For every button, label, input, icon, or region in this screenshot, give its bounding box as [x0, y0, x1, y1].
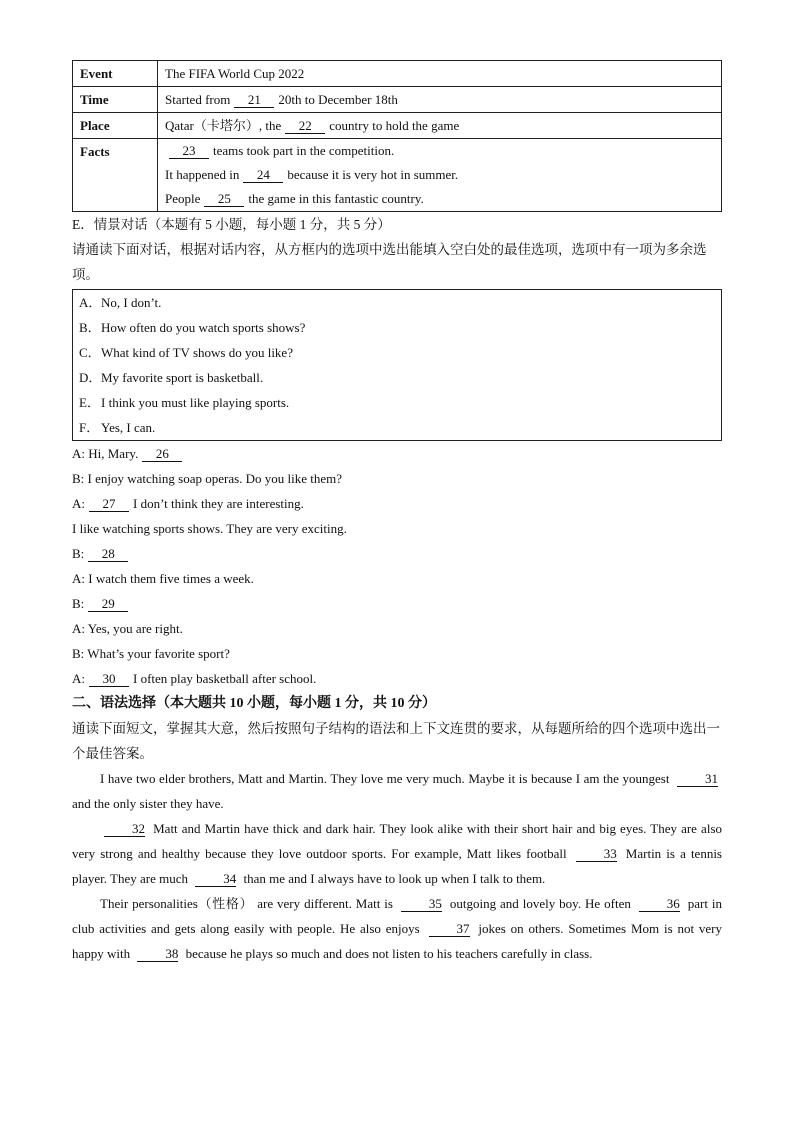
blank-35: 35 — [401, 897, 442, 912]
passage-paragraph-2: 32 Matt and Martin have thick and dark hair. They look alike with their short hair and big eyes. They are also very strong and healthy because they love outdoor sports. For example, Matt likes football 33 Martin is a tennis player. They are much 34 than me and I always have to look up when I talk to them. — [72, 821, 722, 886]
section-2-instruction: 通读下面短文，掌握其大意，然后按照句子结构的语法和上下文连贯的要求，从每题所给的四个选项中选出一个最佳答案。 — [72, 721, 720, 761]
row-key: Place — [73, 113, 158, 139]
passage-paragraph-3: Their personalities（性格） are very different. Matt is 35 outgoing and lovely boy. He often 36 part in club activities and gets along easily with people. He also enjoys 37 jokes on others. Sometimes Mom is not very happy with 38 because he plays so much and does not listen to his teachers carefully in class. — [72, 896, 723, 961]
facts-cell — [158, 139, 722, 212]
option-item: A．No, I don’t. — [79, 295, 162, 310]
row-key: Event — [73, 61, 158, 87]
table-row-facts — [73, 139, 722, 212]
blank-22: 22 — [285, 119, 325, 134]
fact-line: People 25 the game in this fantastic country. — [165, 191, 424, 206]
blank-24: 24 — [243, 168, 283, 183]
blank-34: 34 — [195, 872, 236, 887]
blank-25: 25 — [204, 192, 244, 207]
dialogue-line: B: 28 — [72, 541, 722, 566]
section-e-title: E．情景对话（本题有 5 小题，每小题 1 分，共 5 分） — [72, 217, 391, 232]
blank-38: 38 — [137, 947, 178, 962]
row-key: Time — [73, 87, 158, 113]
blank-32: 32 — [104, 822, 145, 837]
dialogue-line: B: I enjoy watching soap operas. Do you like them? — [72, 471, 343, 486]
dialogue-line: A: Hi, Mary. 26 — [72, 441, 722, 466]
option-item: C．What kind of TV shows do you like? — [79, 345, 293, 360]
blank-30: 30 — [89, 672, 129, 687]
table-row-place — [73, 113, 722, 139]
text: 20th to December 18th — [278, 92, 398, 107]
event-info-table — [72, 60, 722, 212]
passage-paragraph-1: I have two elder brothers, Matt and Martin. They love me very much. Maybe it is because I am the youngest 31 and the only sister they have. — [72, 771, 718, 811]
row-key: Facts — [73, 139, 158, 212]
fact-line: It happened in 24 because it is very hot in summer. — [165, 167, 459, 182]
blank-28: 28 — [88, 547, 128, 562]
text: Started from — [165, 92, 231, 107]
dialogue-line: B: What’s your favorite sport? — [72, 646, 230, 661]
fact-line: 23 teams took part in the competition. — [165, 139, 714, 163]
text: Qatar（卡塔尔）, the — [165, 118, 282, 133]
row-value — [158, 87, 722, 113]
blank-37: 37 — [429, 922, 470, 937]
dialogue-line: A: 27 I don’t think they are interesting. — [72, 496, 304, 511]
dialogue-line: A: I watch them five times a week. — [72, 571, 254, 586]
row-value: The FIFA World Cup 2022 — [158, 61, 722, 87]
options-box — [72, 289, 722, 441]
option-item: F． Yes, I can. — [79, 420, 156, 435]
dialogue-line: I like watching sports shows. They are very exciting. — [72, 521, 347, 536]
dialogue-line: B: 29 — [72, 591, 722, 616]
dialogue — [72, 441, 722, 691]
table-row-event — [73, 61, 722, 87]
blank-26: 26 — [142, 447, 182, 462]
blank-36: 36 — [639, 897, 680, 912]
option-item: D．My favorite sport is basketball. — [79, 370, 264, 385]
text: country to hold the game — [329, 118, 460, 133]
blank-23: 23 — [169, 144, 209, 159]
dialogue-line: A: Yes, you are right. — [72, 621, 183, 636]
dialogue-line: A: 30 I often play basketball after school. — [72, 671, 317, 686]
document-page — [72, 60, 722, 966]
blank-27: 27 — [89, 497, 129, 512]
row-value — [158, 113, 722, 139]
blank-21: 21 — [234, 93, 274, 108]
option-item: B．How often do you watch sports shows? — [79, 320, 306, 335]
section-2-title: 二、语法选择（本大题共 10 小题，每小题 1 分，共 10 分） — [72, 696, 436, 711]
option-item: E．I think you must like playing sports. — [79, 395, 290, 410]
blank-29: 29 — [88, 597, 128, 612]
table-row-time — [73, 87, 722, 113]
section-e-instruction: 请通读下面对话，根据对话内容，从方框内的选项中选出能填入空白处的最佳选项，选项中有一项为多余选项。 — [72, 242, 707, 282]
blank-31: 31 — [677, 772, 718, 787]
blank-33: 33 — [576, 847, 617, 862]
